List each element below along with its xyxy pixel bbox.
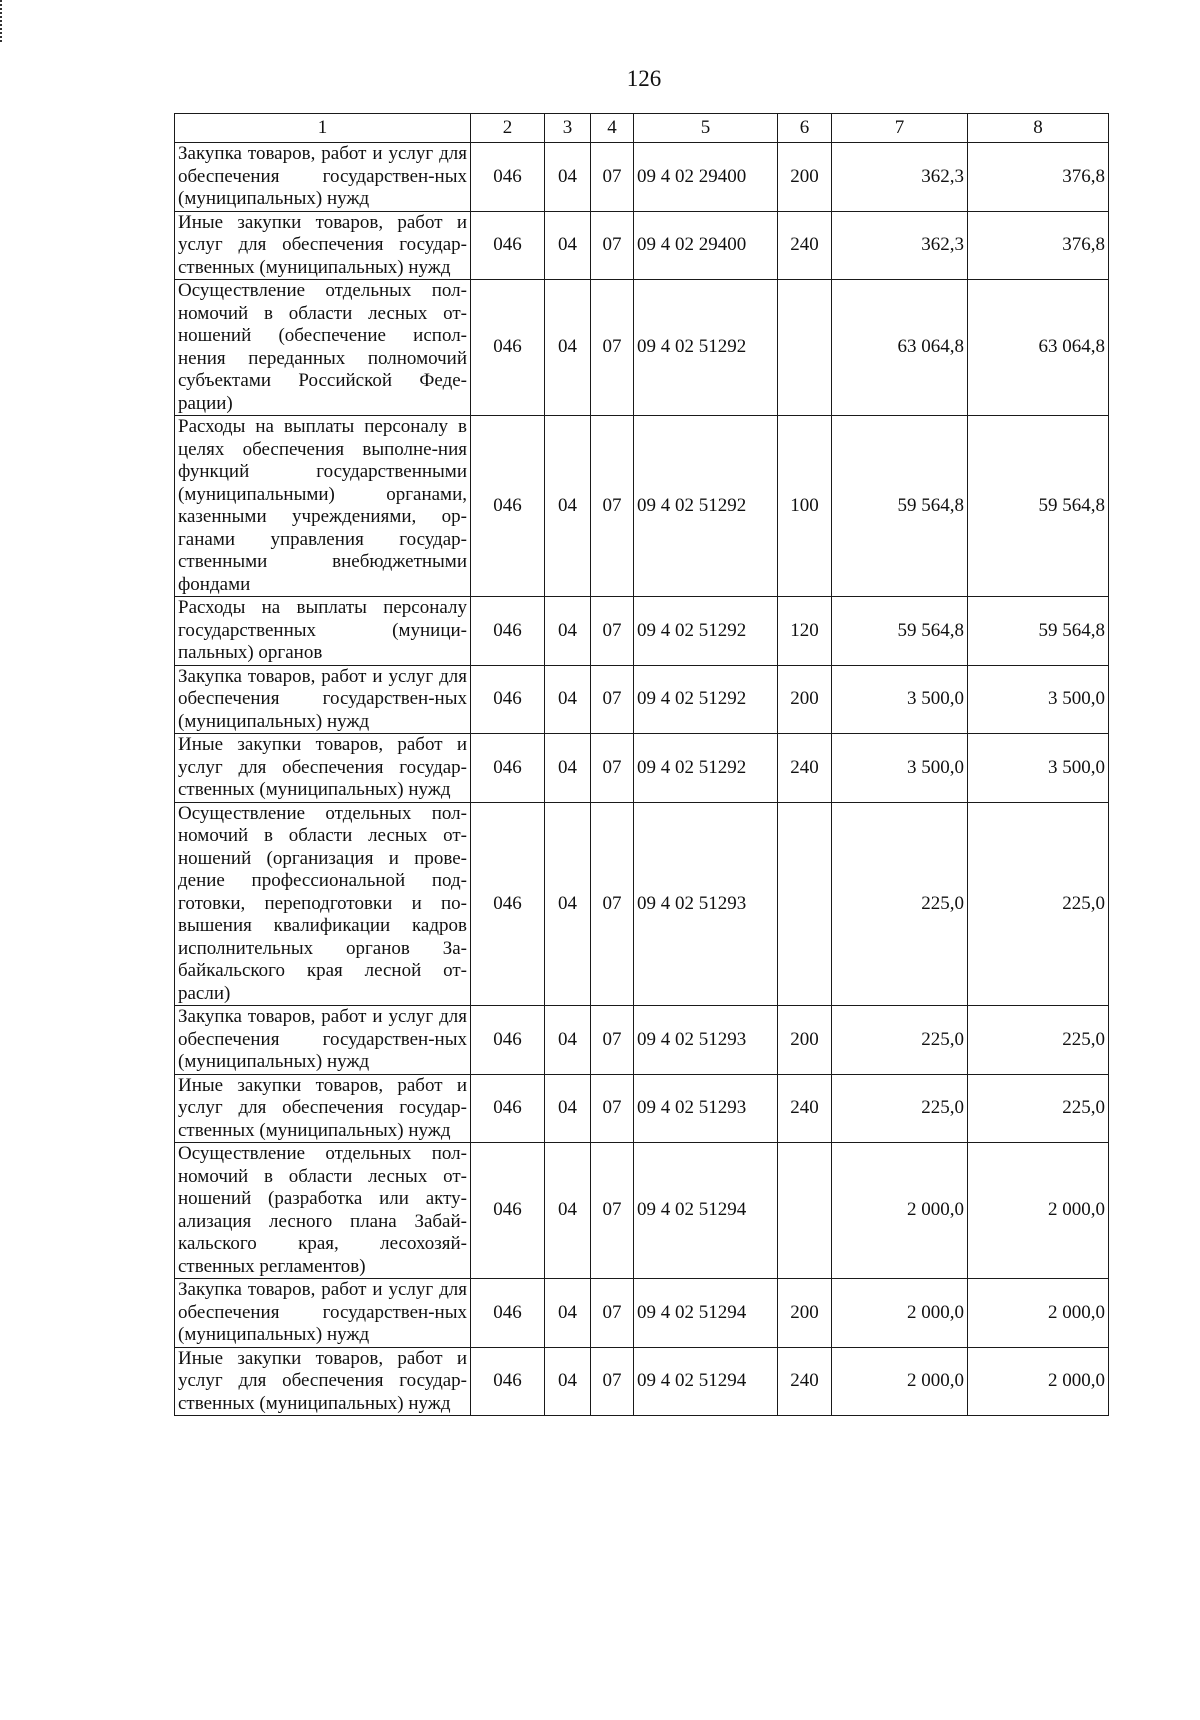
target-article-cell: 09 4 02 51293 — [634, 802, 778, 1006]
header-cell: 7 — [832, 114, 968, 143]
row-name-cell: Осуществление отдельных пол-номочий в области лесных от-ношений (организация и прове-дение профессиональной под-готовки, переподготовки и по-вышения квалификации кадров исполнительных органов За-байкальского края лесной от-расли) — [175, 802, 471, 1006]
amount-year1-cell: 225,0 — [832, 1074, 968, 1143]
table-row — [175, 211, 1109, 280]
subsection-code-cell: 07 — [591, 734, 634, 803]
amount-year1-cell: 59 564,8 — [832, 597, 968, 666]
subsection-code-cell: 07 — [591, 802, 634, 1006]
table-row — [175, 597, 1109, 666]
ministry-code-cell: 046 — [471, 211, 545, 280]
ministry-code-cell: 046 — [471, 597, 545, 666]
ministry-code-cell: 046 — [471, 734, 545, 803]
header-cell: 2 — [471, 114, 545, 143]
amount-year2-cell: 2 000,0 — [968, 1347, 1109, 1416]
amount-year1-cell: 2 000,0 — [832, 1347, 968, 1416]
row-name-cell: Осуществление отдельных пол-номочий в области лесных от-ношений (обеспечение испол-нения переданных полномочий субъектами Российской Феде-рации) — [175, 280, 471, 416]
amount-year1-cell: 3 500,0 — [832, 665, 968, 734]
subsection-code-cell: 07 — [591, 1143, 634, 1279]
amount-year1-cell: 225,0 — [832, 1006, 968, 1075]
scan-edge-mark — [0, 0, 6, 42]
row-name-cell: Иные закупки товаров, работ и услуг для обеспечения государ-ственных (муниципальных) нужд — [175, 1347, 471, 1416]
target-article-cell: 09 4 02 51293 — [634, 1006, 778, 1075]
ministry-code-cell: 046 — [471, 1347, 545, 1416]
header-cell: 1 — [175, 114, 471, 143]
budget-table — [174, 113, 1109, 1416]
section-code-cell: 04 — [545, 1279, 591, 1348]
amount-year2-cell: 225,0 — [968, 1074, 1109, 1143]
row-name-cell: Закупка товаров, работ и услуг для обеспечения государствен-ных (муниципальных) нужд — [175, 1006, 471, 1075]
header-cell: 3 — [545, 114, 591, 143]
header-cell: 6 — [778, 114, 832, 143]
amount-year2-cell: 2 000,0 — [968, 1143, 1109, 1279]
target-article-cell: 09 4 02 51294 — [634, 1347, 778, 1416]
ministry-code-cell: 046 — [471, 280, 545, 416]
table-row — [175, 1347, 1109, 1416]
ministry-code-cell: 046 — [471, 1074, 545, 1143]
subsection-code-cell: 07 — [591, 597, 634, 666]
row-name-cell: Расходы на выплаты персоналу государственных (муници-пальных) органов — [175, 597, 471, 666]
section-code-cell: 04 — [545, 211, 591, 280]
section-code-cell: 04 — [545, 802, 591, 1006]
amount-year2-cell: 2 000,0 — [968, 1279, 1109, 1348]
expense-type-cell: 240 — [778, 211, 832, 280]
section-code-cell: 04 — [545, 1143, 591, 1279]
section-code-cell: 04 — [545, 665, 591, 734]
header-row — [175, 114, 1109, 143]
amount-year1-cell: 2 000,0 — [832, 1279, 968, 1348]
section-code-cell: 04 — [545, 597, 591, 666]
amount-year2-cell: 225,0 — [968, 1006, 1109, 1075]
table-row — [175, 1143, 1109, 1279]
ministry-code-cell: 046 — [471, 1279, 545, 1348]
header-cell: 5 — [634, 114, 778, 143]
target-article-cell: 09 4 02 51292 — [634, 665, 778, 734]
expense-type-cell: 240 — [778, 734, 832, 803]
target-article-cell: 09 4 02 51292 — [634, 734, 778, 803]
expense-type-cell — [778, 280, 832, 416]
section-code-cell: 04 — [545, 1006, 591, 1075]
ministry-code-cell: 046 — [471, 1143, 545, 1279]
section-code-cell: 04 — [545, 1074, 591, 1143]
subsection-code-cell: 07 — [591, 665, 634, 734]
ministry-code-cell: 046 — [471, 665, 545, 734]
ministry-code-cell: 046 — [471, 143, 545, 212]
row-name-cell: Иные закупки товаров, работ и услуг для обеспечения государ-ственных (муниципальных) нужд — [175, 211, 471, 280]
row-name-cell: Закупка товаров, работ и услуг для обеспечения государствен-ных (муниципальных) нужд — [175, 143, 471, 212]
row-name-cell: Иные закупки товаров, работ и услуг для обеспечения государ-ственных (муниципальных) нужд — [175, 1074, 471, 1143]
subsection-code-cell: 07 — [591, 143, 634, 212]
table-row — [175, 143, 1109, 212]
amount-year2-cell: 376,8 — [968, 143, 1109, 212]
row-name-cell: Закупка товаров, работ и услуг для обеспечения государствен-ных (муниципальных) нужд — [175, 665, 471, 734]
row-name-cell: Иные закупки товаров, работ и услуг для обеспечения государ-ственных (муниципальных) нужд — [175, 734, 471, 803]
section-code-cell: 04 — [545, 734, 591, 803]
section-code-cell: 04 — [545, 143, 591, 212]
target-article-cell: 09 4 02 51292 — [634, 597, 778, 666]
ministry-code-cell: 046 — [471, 416, 545, 597]
target-article-cell: 09 4 02 51292 — [634, 280, 778, 416]
amount-year2-cell: 59 564,8 — [968, 416, 1109, 597]
expense-type-cell: 240 — [778, 1074, 832, 1143]
subsection-code-cell: 07 — [591, 280, 634, 416]
amount-year1-cell: 3 500,0 — [832, 734, 968, 803]
table-row — [175, 802, 1109, 1006]
amount-year1-cell: 59 564,8 — [832, 416, 968, 597]
table-row — [175, 280, 1109, 416]
expense-type-cell: 240 — [778, 1347, 832, 1416]
section-code-cell: 04 — [545, 416, 591, 597]
row-name-cell: Осуществление отдельных пол-номочий в области лесных от-ношений (разработка или акту-ализация лесного плана Забай-кальского края, лесохозяй-ственных регламентов) — [175, 1143, 471, 1279]
expense-type-cell: 200 — [778, 1006, 832, 1075]
amount-year1-cell: 63 064,8 — [832, 280, 968, 416]
expense-type-cell — [778, 1143, 832, 1279]
amount-year2-cell: 376,8 — [968, 211, 1109, 280]
target-article-cell: 09 4 02 51293 — [634, 1074, 778, 1143]
amount-year1-cell: 362,3 — [832, 211, 968, 280]
target-article-cell: 09 4 02 51292 — [634, 416, 778, 597]
expense-type-cell: 200 — [778, 143, 832, 212]
amount-year2-cell: 3 500,0 — [968, 734, 1109, 803]
section-code-cell: 04 — [545, 280, 591, 416]
row-name-cell: Закупка товаров, работ и услуг для обеспечения государствен-ных (муниципальных) нужд — [175, 1279, 471, 1348]
amount-year2-cell: 63 064,8 — [968, 280, 1109, 416]
table-row — [175, 1074, 1109, 1143]
target-article-cell: 09 4 02 51294 — [634, 1279, 778, 1348]
subsection-code-cell: 07 — [591, 416, 634, 597]
row-name-cell: Расходы на выплаты персоналу в целях обеспечения выполне-ния функций государственными (муниципальными) органами, казенными учреждениями, ор-ганами управления государ-ственными внебюджетными фондами — [175, 416, 471, 597]
target-article-cell: 09 4 02 51294 — [634, 1143, 778, 1279]
header-cell: 4 — [591, 114, 634, 143]
header-cell: 8 — [968, 114, 1109, 143]
table-body — [175, 143, 1109, 1416]
target-article-cell: 09 4 02 29400 — [634, 143, 778, 212]
amount-year2-cell: 3 500,0 — [968, 665, 1109, 734]
target-article-cell: 09 4 02 29400 — [634, 211, 778, 280]
subsection-code-cell: 07 — [591, 211, 634, 280]
table-row — [175, 1279, 1109, 1348]
ministry-code-cell: 046 — [471, 802, 545, 1006]
subsection-code-cell: 07 — [591, 1006, 634, 1075]
amount-year2-cell: 225,0 — [968, 802, 1109, 1006]
section-code-cell: 04 — [545, 1347, 591, 1416]
subsection-code-cell: 07 — [591, 1074, 634, 1143]
expense-type-cell: 100 — [778, 416, 832, 597]
amount-year1-cell: 225,0 — [832, 802, 968, 1006]
table-row — [175, 416, 1109, 597]
table-row — [175, 1006, 1109, 1075]
subsection-code-cell: 07 — [591, 1347, 634, 1416]
expense-type-cell: 120 — [778, 597, 832, 666]
amount-year2-cell: 59 564,8 — [968, 597, 1109, 666]
expense-type-cell: 200 — [778, 665, 832, 734]
expense-type-cell: 200 — [778, 1279, 832, 1348]
table-row — [175, 734, 1109, 803]
subsection-code-cell: 07 — [591, 1279, 634, 1348]
amount-year1-cell: 2 000,0 — [832, 1143, 968, 1279]
page-number: 126 — [626, 66, 662, 91]
amount-year1-cell: 362,3 — [832, 143, 968, 212]
table-row — [175, 665, 1109, 734]
ministry-code-cell: 046 — [471, 1006, 545, 1075]
expense-type-cell — [778, 802, 832, 1006]
